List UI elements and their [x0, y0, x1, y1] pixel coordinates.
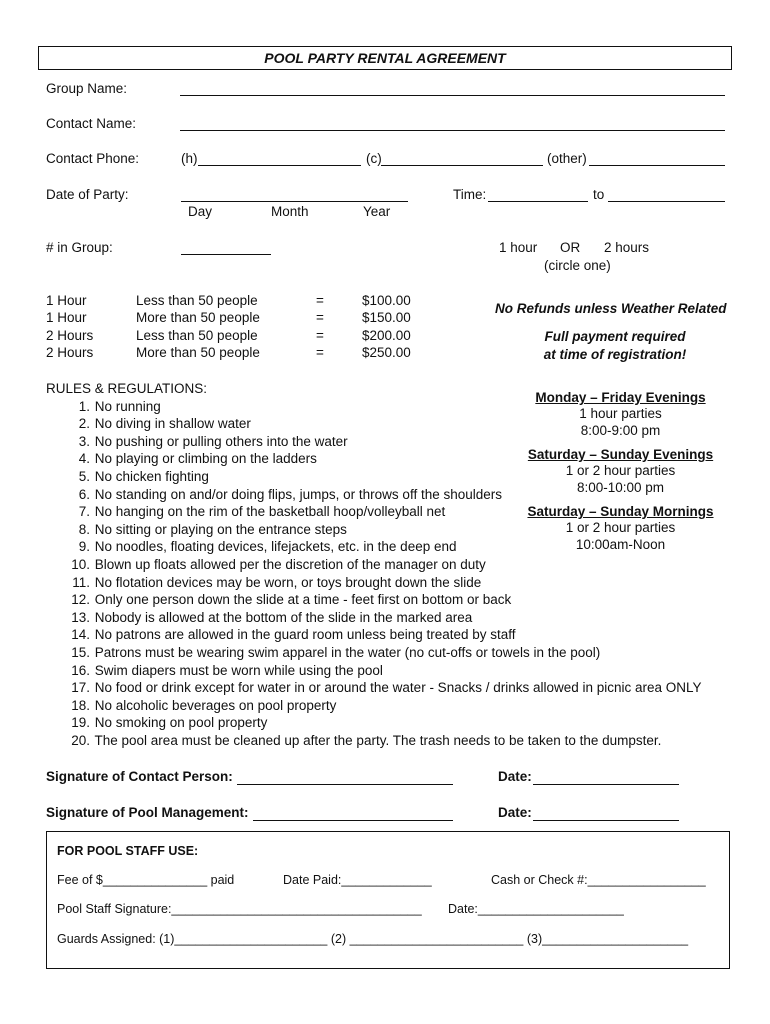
rule-number: 11.: [72, 574, 90, 590]
rule-number: 10.: [71, 556, 90, 572]
list-item: [46, 697, 746, 715]
phone-cell-field[interactable]: [381, 165, 543, 166]
schedule-line: 10:00am-Noon: [575, 537, 666, 552]
rule-number: 2.: [78, 416, 90, 432]
time-label: Time:: [453, 187, 487, 202]
rule-text: No hanging on the rim of the basketball hoop/volleyball net: [94, 504, 446, 520]
rule-number: 3.: [78, 433, 90, 449]
or-label: OR: [560, 240, 581, 255]
rule-number: 16.: [71, 662, 90, 678]
rule-text: No chicken fighting: [94, 468, 209, 484]
rule-text: Only one person down the slide at a time - feet first on bottom or back: [94, 592, 512, 608]
staff-date-field[interactable]: Date:_____________________: [448, 902, 624, 916]
no-refunds-notice: No Refunds unless Weather Related: [495, 301, 727, 316]
rule-text: No food or drink except for water in or around the water - Snacks / drinks allowed in picnic area ONLY: [94, 680, 702, 696]
rule-number: 9.: [78, 539, 90, 555]
pricing-price: $200.00: [362, 328, 411, 343]
rule-text: No alcoholic beverages on pool property: [94, 697, 337, 713]
list-item: [46, 538, 746, 556]
rule-text: No pushing or pulling others into the water: [94, 433, 348, 449]
day-label: Day: [188, 204, 213, 219]
date-of-party-field[interactable]: [181, 201, 408, 202]
list-item: [46, 450, 746, 468]
contact-phone-label: Contact Phone:: [46, 151, 140, 166]
staff-signature-field[interactable]: Pool Staff Signature:____________________________________: [57, 902, 422, 916]
rule-text: No running: [94, 398, 161, 414]
full-payment-notice-2: at time of registration!: [543, 347, 687, 362]
guards-assigned-field[interactable]: Guards Assigned: (1)______________________ (2) _________________________ (3)_____________________: [57, 932, 689, 946]
pricing-duration: 1 Hour: [46, 310, 87, 325]
rule-text: Patrons must be wearing swim apparel in the water (no cut-offs or towels in the pool): [94, 644, 601, 660]
pricing-duration: 2 Hours: [46, 328, 94, 343]
schedule-line: 8:00-9:00 pm: [580, 423, 661, 438]
rule-number: 7.: [78, 504, 90, 520]
rule-number: 13.: [71, 609, 90, 625]
time-to-label: to: [593, 187, 605, 202]
pricing-size: Less than 50 people: [136, 328, 258, 343]
rule-text: No smoking on pool property: [94, 715, 268, 731]
management-date-field[interactable]: [533, 820, 679, 821]
contact-date-label: Date:: [498, 769, 532, 784]
staff-use-heading: FOR POOL STAFF USE:: [57, 844, 199, 858]
rule-text: Swim diapers must be worn while using the pool: [94, 662, 383, 678]
pricing-size: More than 50 people: [136, 345, 260, 360]
rule-text: Blown up floats allowed per the discretion of the manager on duty: [94, 556, 486, 572]
rule-number: 17.: [71, 680, 90, 696]
date-paid-field[interactable]: Date Paid:_____________: [283, 873, 432, 887]
rule-number: 14.: [71, 627, 90, 643]
list-item: [46, 486, 746, 504]
pricing-price: $150.00: [362, 310, 411, 325]
rule-text: Nobody is allowed at the bottom of the slide in the marked area: [94, 609, 473, 625]
rule-text: The pool area must be cleaned up after the party. The trash needs to be taken to the dumpster.: [94, 732, 662, 748]
rules-section: [46, 380, 746, 749]
pricing-size: Less than 50 people: [136, 293, 258, 308]
schedule-line: 8:00-10:00 pm: [576, 480, 665, 495]
rule-number: 18.: [71, 697, 90, 713]
time-start-field[interactable]: [488, 201, 588, 202]
title-box: [38, 46, 732, 70]
phone-home-field[interactable]: [198, 165, 361, 166]
schedule-line: 1 or 2 hour parties: [565, 463, 676, 478]
group-name-field[interactable]: [180, 95, 725, 96]
pricing-price: $250.00: [362, 345, 411, 360]
time-end-field[interactable]: [608, 201, 725, 202]
pricing-size: More than 50 people: [136, 310, 260, 325]
list-item: [46, 521, 746, 539]
list-item: [46, 433, 746, 451]
list-item: [46, 503, 746, 521]
fee-paid-field[interactable]: Fee of $_______________ paid: [57, 873, 235, 887]
contact-name-field[interactable]: [180, 130, 725, 131]
contact-date-field[interactable]: [533, 784, 679, 785]
list-item: [46, 644, 746, 662]
schedule-line: 1 or 2 hour parties: [565, 520, 676, 535]
pricing-price: $100.00: [362, 293, 411, 308]
rule-text: No standing on and/or doing flips, jumps, or throws off the shoulders: [94, 486, 503, 502]
schedule-heading: Monday – Friday Evenings: [535, 390, 706, 405]
list-item: [46, 574, 746, 592]
page-title: POOL PARTY RENTAL AGREEMENT: [264, 50, 506, 66]
management-date-label: Date:: [498, 805, 532, 820]
cash-check-field[interactable]: Cash or Check #:_________________: [491, 873, 706, 887]
schedule-heading: Saturday – Sunday Evenings: [527, 447, 714, 462]
rule-number: 12.: [71, 592, 90, 608]
rule-text: No sitting or playing on the entrance steps: [94, 521, 347, 537]
pricing-equals: =: [316, 293, 324, 308]
pricing-equals: =: [316, 328, 324, 343]
year-label: Year: [363, 204, 391, 219]
month-label: Month: [271, 204, 309, 219]
rule-number: 5.: [78, 468, 90, 484]
list-item: [46, 415, 746, 433]
pricing-duration: 1 Hour: [46, 293, 87, 308]
phone-other-label: (other): [547, 151, 587, 166]
rule-number: 4.: [78, 451, 90, 467]
contact-signature-label: Signature of Contact Person:: [46, 769, 233, 784]
phone-other-field[interactable]: [589, 165, 725, 166]
date-of-party-label: Date of Party:: [46, 187, 129, 202]
list-item: [46, 732, 746, 750]
list-item: [46, 626, 746, 644]
rule-number: 8.: [78, 521, 90, 537]
list-item: [46, 591, 746, 609]
circle-one-hint: (circle one): [544, 258, 611, 273]
management-signature-field[interactable]: [253, 820, 453, 821]
group-name-label: Group Name:: [46, 81, 128, 96]
rule-number: 1.: [78, 398, 90, 414]
pricing-duration: 2 Hours: [46, 345, 94, 360]
option-one-hour[interactable]: 1 hour: [499, 240, 538, 255]
rule-text: No flotation devices may be worn, or toys brought down the slide: [94, 574, 482, 590]
schedule-line: 1 hour parties: [579, 406, 662, 421]
list-item: [46, 679, 746, 697]
pricing-equals: =: [316, 345, 324, 360]
in-group-label: # in Group:: [46, 240, 113, 255]
rule-text: No playing or climbing on the ladders: [94, 451, 317, 467]
rule-number: 20.: [71, 732, 90, 748]
list-item: [46, 398, 746, 416]
in-group-field[interactable]: [181, 254, 271, 255]
rule-text: No diving in shallow water: [94, 416, 251, 432]
management-signature-label: Signature of Pool Management:: [46, 805, 249, 820]
rule-text: No noodles, floating devices, lifejackets, etc. in the deep end: [94, 539, 457, 555]
list-item: [46, 468, 746, 486]
list-item: [46, 662, 746, 680]
phone-cell-label: (c): [366, 151, 382, 166]
phone-home-label: (h): [181, 151, 198, 166]
pricing-equals: =: [316, 310, 324, 325]
rule-text: No patrons are allowed in the guard room unless being treated by staff: [94, 627, 516, 643]
staff-use-box: [46, 831, 730, 969]
list-item: [46, 609, 746, 627]
list-item: [46, 714, 746, 732]
list-item: [46, 556, 746, 574]
schedule-heading: Saturday – Sunday Mornings: [527, 504, 714, 519]
rule-number: 15.: [71, 644, 90, 660]
rules-heading: RULES & REGULATIONS:: [46, 381, 208, 396]
contact-signature-field[interactable]: [237, 784, 453, 785]
rule-number: 6.: [78, 486, 90, 502]
rule-number: 19.: [71, 715, 90, 731]
contact-name-label: Contact Name:: [46, 116, 137, 131]
full-payment-notice-1: Full payment required: [544, 329, 686, 344]
option-two-hours[interactable]: 2 hours: [604, 240, 650, 255]
